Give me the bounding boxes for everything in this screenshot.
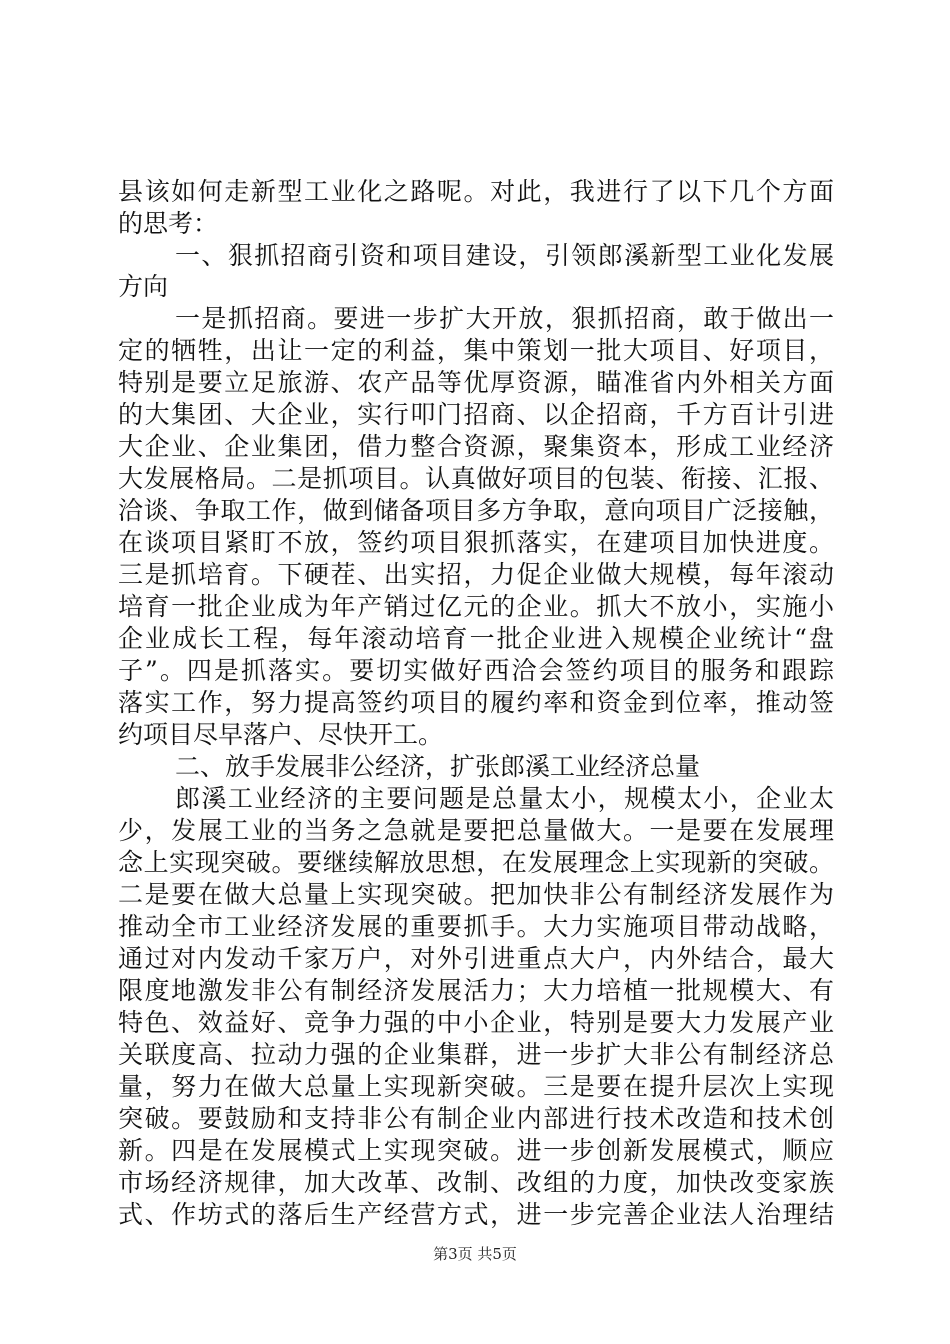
- text-line: 少，发展工业的当务之急就是要把总量做大。一是要在发展理: [118, 816, 834, 845]
- text-line: 新。四是在发展模式上实现突破。进一步创新发展模式，顺应: [118, 1136, 834, 1165]
- text-line: 一是抓招商。要进一步扩大开放，狠抓招商，敢于做出一: [175, 304, 834, 333]
- text-line: 推动全市工业经济发展的重要抓手。大力实施项目带动战略，: [118, 912, 834, 941]
- section-heading: 一、狠抓招商引资和项目建设，引领郎溪新型工业化发展: [175, 241, 834, 270]
- text-line: 特别是要立足旅游、农产品等优厚资源，瞄准省内外相关方面: [118, 368, 834, 397]
- text-line: 约项目尽早落户、尽快开工。: [118, 720, 444, 749]
- text-line: 特色、效益好、竞争力强的中小企业，特别是要大力发展产业: [118, 1008, 834, 1037]
- text-line: 二是要在做大总量上实现突破。把加快非公有制经济发展作为: [118, 880, 834, 909]
- text-line: 子”。四是抓落实。要切实做好西洽会签约项目的服务和跟踪: [118, 656, 834, 685]
- text-line: 在谈项目紧盯不放，签约项目狠抓落实，在建项目加快进度。: [118, 528, 834, 557]
- text-line: 突破。要鼓励和支持非公有制企业内部进行技术改造和技术创: [118, 1104, 834, 1133]
- text-line: 县该如何走新型工业化之路呢。对此，我进行了以下几个方面: [118, 177, 834, 206]
- text-line: 式、作坊式的落后生产经营方式，进一步完善企业法人治理结: [118, 1200, 834, 1229]
- page-number-footer: 第3页 共5页: [433, 1245, 517, 1263]
- text-line: 的思考：: [118, 209, 219, 238]
- text-line: 关联度高、拉动力强的企业集群，进一步扩大非公有制经济总: [118, 1040, 834, 1069]
- text-line: 定的牺牲，出让一定的利益，集中策划一批大项目、好项目，: [118, 336, 834, 365]
- text-line: 洽谈、争取工作，做到储备项目多方争取，意向项目广泛接触，: [118, 496, 834, 525]
- text-line: 大企业、企业集团，借力整合资源，聚集资本，形成工业经济: [118, 432, 834, 461]
- section-heading: 二、放手发展非公经济，扩张郎溪工业经济总量: [175, 752, 701, 781]
- text-line: 念上实现突破。要继续解放思想，在发展理念上实现新的突破。: [118, 848, 834, 877]
- text-line: 三是抓培育。下硬茬、出实招，力促企业做大规模，每年滚动: [118, 560, 834, 589]
- text-line: 的大集团、大企业，实行叩门招商、以企招商，千方百计引进: [118, 400, 834, 429]
- text-line: 郎溪工业经济的主要问题是总量太小，规模太小，企业太: [175, 784, 834, 813]
- text-line: 限度地激发非公有制经济发展活力；大力培植一批规模大、有: [118, 976, 834, 1005]
- section-heading-continued: 方向: [118, 272, 169, 301]
- text-line: 大发展格局。二是抓项目。认真做好项目的包装、衔接、汇报、: [118, 464, 834, 493]
- text-line: 通过对内发动千家万户，对外引进重点大户，内外结合，最大: [118, 944, 834, 973]
- text-line: 企业成长工程，每年滚动培育一批企业进入规模企业统计“盘: [118, 624, 834, 653]
- text-line: 量，努力在做大总量上实现新突破。三是要在提升层次上实现: [118, 1072, 834, 1101]
- text-line: 培育一批企业成为年产销过亿元的企业。抓大不放小，实施小: [118, 592, 834, 621]
- text-line: 市场经济规律，加大改革、改制、改组的力度，加快改变家族: [118, 1168, 834, 1197]
- text-line: 落实工作，努力提高签约项目的履约率和资金到位率，推动签: [118, 688, 834, 717]
